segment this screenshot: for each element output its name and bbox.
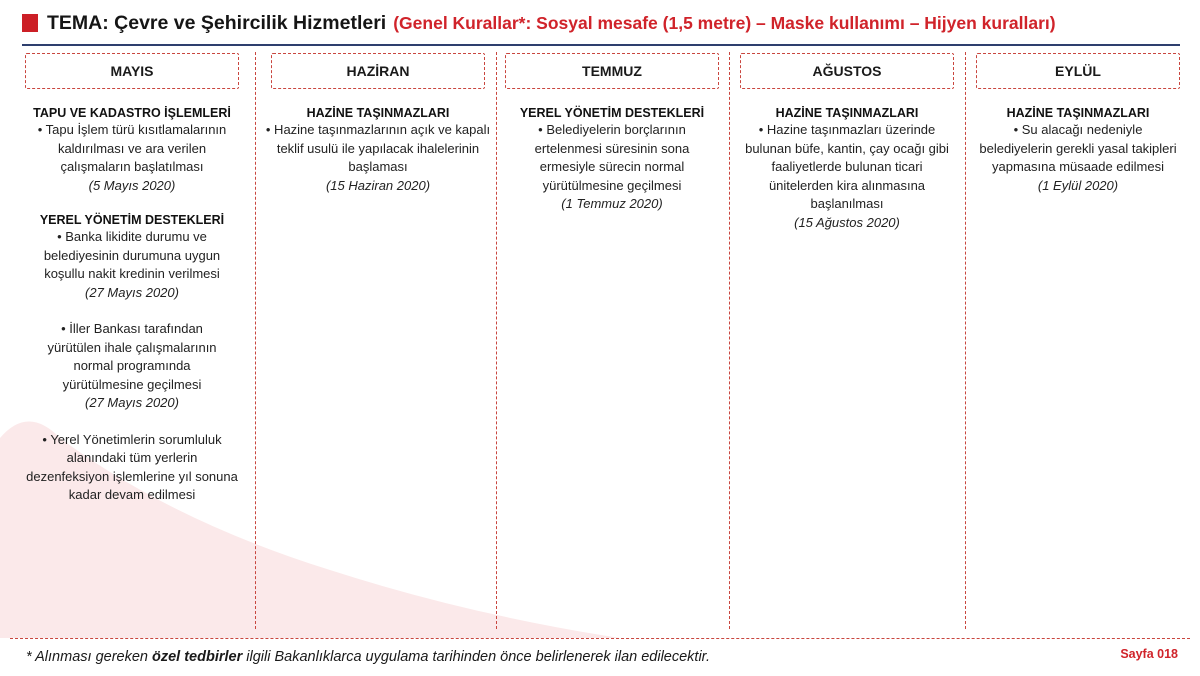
page-header [22, 8, 1056, 38]
measure-date: (1 Temmuz 2020) [561, 196, 663, 211]
footnote-emphasis: özel tedbirler [152, 649, 243, 665]
column-divider [965, 52, 966, 629]
month-header: TEMMUZ [505, 53, 719, 89]
measure-text: • Hazine taşınmazları üzerinde bulunan büfe, kantin, çay ocağı gibi faaliyetlerde bulunan ticari ünitelerden kira alınmasına başlanılması [745, 122, 949, 211]
measure-text: • Yerel Yönetimlerin sorumluluk alanındaki tüm yerlerin dezenfeksiyon işlemlerine yıl sonuna kadar devam edilmesi [26, 431, 238, 502]
measure-item [505, 106, 719, 214]
measure-date: (5 Mayıs 2020) [88, 177, 176, 193]
section-title: TAPU VE KADASTRO İŞLEMLERİ [33, 106, 231, 120]
section-title: HAZİNE TAŞINMAZLARI [775, 106, 919, 120]
section-title: HAZİNE TAŞINMAZLARI [306, 106, 450, 120]
section-title: YEREL YÖNETİM DESTEKLERİ [519, 106, 705, 120]
month-header: HAZİRAN [271, 53, 485, 89]
measure-item [976, 106, 1180, 195]
general-rules: (Genel Kurallar*: Sosyal mesafe (1,5 metre) – Maske kullanımı – Hijyen kuralları) [393, 12, 1056, 33]
footnote-prefix: * Alınması gereken [26, 649, 152, 665]
measure-date: (27 Mayıs 2020) [85, 395, 179, 410]
column-temmuz [505, 53, 719, 232]
title-underline [22, 44, 1180, 46]
footnote-suffix: ilgili Bakanlıklarca uygulama tarihinden önce belirlenerek ilan edilecektir. [242, 649, 710, 665]
column-divider [496, 52, 497, 629]
measure-item [25, 431, 239, 505]
measure-date: (15 Haziran 2020) [325, 177, 431, 193]
measure-item [740, 106, 954, 232]
column-eylul [976, 53, 1180, 213]
section-title: YEREL YÖNETİM DESTEKLERİ [39, 213, 225, 227]
measure-text: • Tapu İşlem türü kısıtlamalarının kaldırılması ve ara verilen çalışmaların başlatılması [37, 122, 227, 174]
measure-text: • Belediyelerin borçlarının ertelenmesi süresinin sona ermesiyle sürecin normal yürütülmesine geçilmesi [534, 122, 690, 193]
month-header: MAYIS [25, 53, 239, 89]
measure-text: • İller Bankası tarafından yürütülen ihale çalışmalarının normal programında yürütülmesine geçilmesi [47, 321, 217, 392]
measure-item [25, 213, 239, 302]
footnote [26, 649, 710, 665]
measure-text: • Banka likidite durumu ve belediyesinin durumuna uygun koşullu nakit kredinin verilmesi [43, 229, 221, 281]
measure-item [25, 106, 239, 195]
footer-divider [10, 638, 1190, 639]
column-divider [255, 52, 256, 629]
column-mayis [25, 53, 239, 523]
measure-item [25, 320, 239, 413]
measure-text: • Hazine taşınmazlarının açık ve kapalı teklif usulü ile yapılacak ihalelerinin başlaması [265, 122, 491, 174]
measure-date: (27 Mayıs 2020) [85, 284, 179, 300]
page-title: TEMA: Çevre ve Şehircilik Hizmetleri [47, 11, 387, 34]
column-haziran [265, 53, 491, 213]
measure-text: • Su alacağı nedeniyle belediyelerin gerekli yasal takipleri yapmasına müsaade edilmesi [979, 122, 1177, 174]
column-agustos [740, 53, 954, 250]
month-header: AĞUSTOS [740, 53, 954, 89]
page-number: Sayfa 018 [1120, 647, 1178, 661]
section-title: HAZİNE TAŞINMAZLARI [1006, 106, 1150, 120]
column-divider [729, 52, 730, 629]
measure-item [265, 106, 491, 195]
month-header: EYLÜL [976, 53, 1180, 89]
title-marker-icon [22, 14, 38, 32]
measure-date: (1 Eylül 2020) [1037, 177, 1119, 193]
measure-date: (15 Ağustos 2020) [794, 214, 900, 230]
